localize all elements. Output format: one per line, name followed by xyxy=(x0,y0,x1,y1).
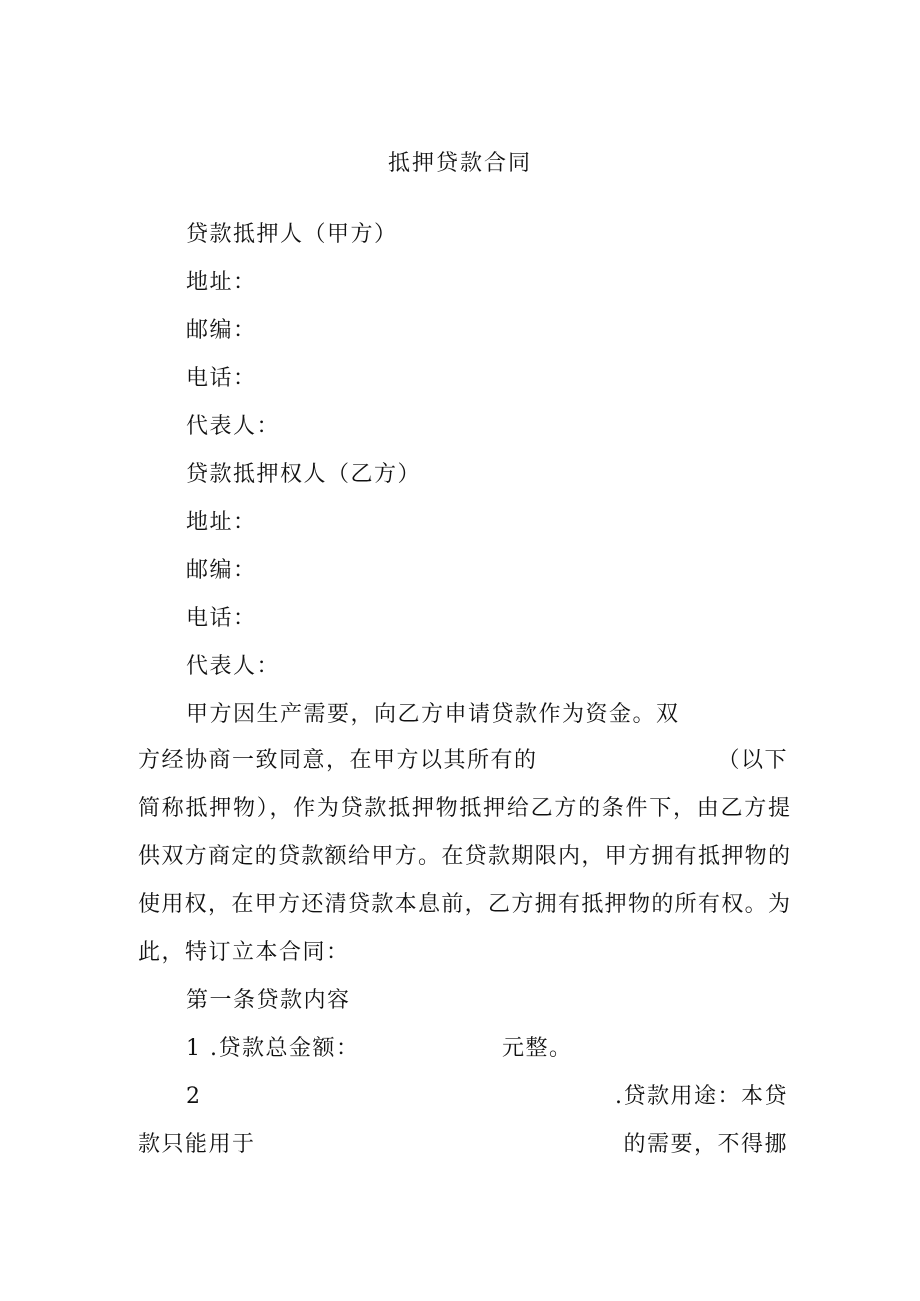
loan-purpose-cont-right: 的需要，不得挪 xyxy=(623,1132,788,1157)
loan-amount-label: 1 .贷款总金额： xyxy=(186,1036,360,1061)
loan-purpose-number: 2 xyxy=(186,1084,202,1109)
article-1-heading: 第一条贷款内容 xyxy=(186,988,351,1013)
preamble-line-6: 此，特订立本合同： xyxy=(138,940,350,965)
party-a-phone: 电话： xyxy=(186,366,257,391)
preamble-line-3: 简称抵押物），作为贷款抵押物抵押给乙方的条件下，由乙方提 xyxy=(138,796,790,821)
preamble-line-2-left: 方经协商一致同意，在甲方以其所有的 xyxy=(138,748,538,773)
loan-amount-unit: 元整。 xyxy=(502,1036,573,1061)
party-a-postcode: 邮编： xyxy=(186,318,257,343)
party-b-representative: 代表人： xyxy=(186,654,281,679)
loan-purpose-cont-left: 款只能用于 xyxy=(138,1132,256,1157)
party-b-postcode: 邮编： xyxy=(186,558,257,583)
preamble-line-2-right: （以下 xyxy=(717,748,788,773)
party-a-heading: 贷款抵押人（甲方） xyxy=(186,222,398,247)
party-a-address: 地址： xyxy=(186,270,257,295)
party-b-address: 地址： xyxy=(186,510,257,535)
party-b-phone: 电话： xyxy=(186,606,257,631)
preamble-line-1: 甲方因生产需要，向乙方申请贷款作为资金。双 xyxy=(186,702,680,727)
preamble-line-5: 使用权，在甲方还清贷款本息前，乙方拥有抵押物的所有权。为 xyxy=(138,892,790,917)
document-title: 抵押贷款合同 xyxy=(387,151,532,176)
preamble-line-4: 供双方商定的贷款额给甲方。在贷款期限内，甲方拥有抵押物的 xyxy=(138,844,790,869)
loan-purpose-label: .贷款用途：本贷 xyxy=(615,1084,788,1109)
party-b-heading: 贷款抵押权人（乙方） xyxy=(186,462,422,487)
party-a-representative: 代表人： xyxy=(186,414,281,439)
